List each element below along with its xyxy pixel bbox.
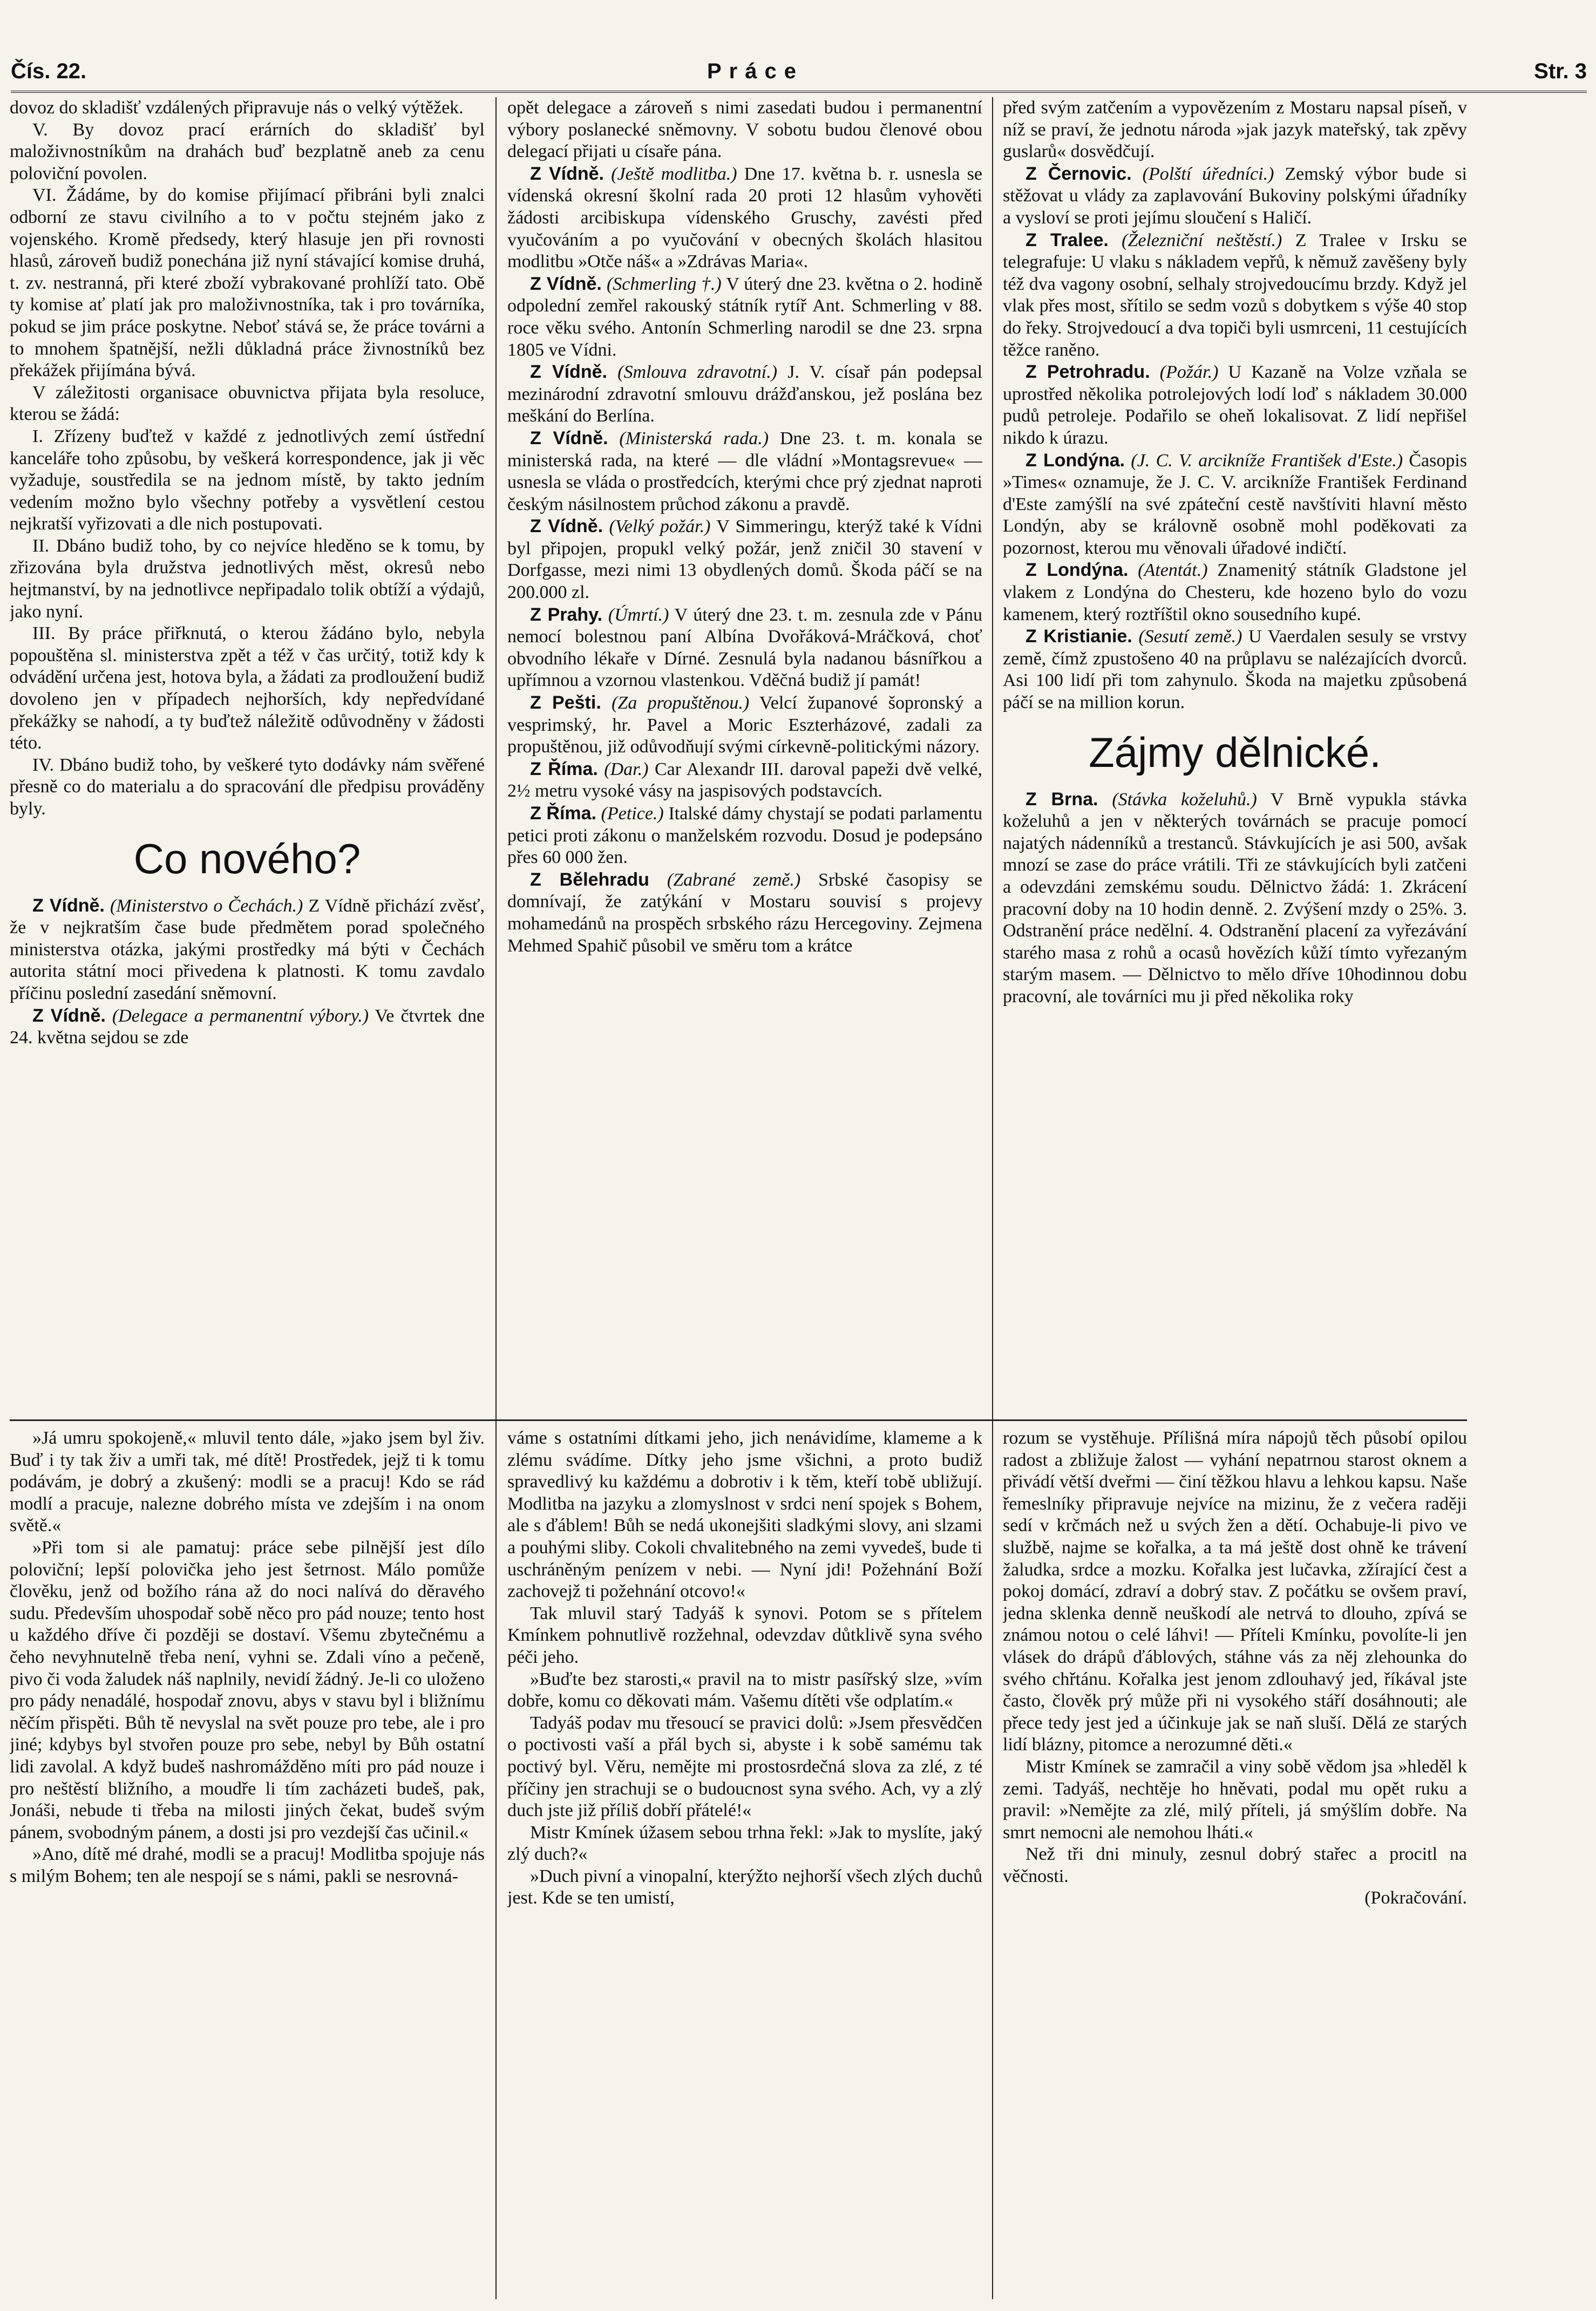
news-text: Dne 17. května b. r. usnesla se vídenská okresní školní rada 20 proti 12 hlasům vyhověti žádosti arcibiskupa vídenského Gruschy, zavésti před vyučováním a po vyučování v obecných školách hlasitou modlitbu »Otče náš« a »Zdrávas Maria«.	[507, 164, 982, 272]
paragraph: III. By práce přiřknutá, o kterou žádáno bylo, nebyla popouštěna sl. ministerstva zpět a též v čas určitý, totiž kdy k odvádění určena jest, hotova byla, a žádati za prodloužení budiž dovoleno jen v případech nejhorších, kdy nepředvídané překážky se nahodí, a ty buďtež náležitě odůvodněny v žádosti této.	[10, 623, 485, 753]
news-title: (J. C. V. arcikníže František d'Este.)	[1131, 450, 1403, 471]
story-column-3	[1003, 1428, 1467, 2291]
news-place: Z Vídně.	[32, 895, 105, 916]
news-item	[507, 163, 982, 273]
feuilleton-rule	[10, 1419, 1467, 1421]
story-paragraph: Tadyáš podav mu třesoucí se pravici dolů: »Jsem přesvědčen o poctivosti vaší a přál bych si, abyste i k sobě samému tak poctivý byl. Věru, nemějte mi prostosrdečná slova za zlé, z té příčiny jen strachuji se o budoucnost syna svého. Ach, vy a zlý duch jste již příliš dobří přátelé!«	[507, 1712, 982, 1821]
section-heading-news: Co nového?	[133, 834, 361, 882]
news-text: Z Tralee v Irsku se telegrafuje: U vlaku s nákladem vepřů, k němuž zavěšeny byly též dva vagony osobní, selhaly strojvedoucímu brzdy. Když jel vlak přes most, sřítilo se sedm vozů s dobytkem s výše 40 stop do řeky. Strojvedoucí a dva topiči byli usmrceni, 11 cestujících těžce raněno.	[1003, 230, 1467, 360]
paragraph: IV. Dbáno budiž toho, by veškeré tyto dodávky nám svěřené přesně co do materialu a do spracování dle předpisu prováděny byly.	[10, 755, 485, 819]
labor-news-list	[1003, 789, 1467, 1008]
paragraph: dovoz do skladišť vzdálených připravuje nás o velký výtěžek.	[10, 98, 464, 118]
story-paragraph: rozum se vystěhuje. Přílišná míra nápojů těch působí opilou radost a zbližuje žalost — vyhání nepatrnou starost oknem a přivádí větší dveřmi — činí těžkou hlavu a lehkou kapsu. Naše řemeslníky připravuje nejvíce na mizinu, že z večera raději sedí v krčmách než u svých žen a dětí. Ochabuje-li pivo ve službě, najme se kořalka, a ta má ještě dost ohně ke trávení žaludka, srdce a mozku. Kořalka jest lučavka, zžírající čest a pokoj domácí, zdraví a dobrý stav. Z počátku se ovšem praví, jedna sklenka denně neuškodí ale netrvá to dlouho, zpívá se známou notou o celé láhvi! — Příteli Kmínku, povolíte-li jen vlásek do drápů ďáblových, stáhne vás za něj zlehounka do svého chřtánu. Kořalka jest jenom zdlouhavý jed, říkával jste často, člověk prý může při ni vysokého stáří dosáhnouti; ale přece tedy jest jed a účinkuje jak se naň sluší. Dělá ze starých lidí blázny, pitomce a nerozumné děti.«	[1003, 1428, 1467, 1755]
news-title: (Zabrané země.)	[667, 869, 801, 890]
news-item	[507, 97, 982, 163]
news-title: (Schmerling †.)	[606, 274, 722, 294]
news-list	[507, 97, 982, 957]
news-place: Z Vídně.	[530, 163, 604, 184]
news-item	[507, 604, 982, 692]
news-text: Velcí županové šopronský a vesprimský, hr. Pavel a Moric Eszterházové, zadali za propuštěnou, již odůvodňují svými církevně-politickými názory.	[507, 693, 982, 757]
news-text: V Brně vypukla stávka koželuhů a jen v některých továrnách se pracuje pomocí najatých nádenníků a trestanců. Stávkujících je asi 500, avšak mnozí se zase do práce vrátili. Tři ze stávkujících byli zatčeni a odevzdáni zemskému soudu. Dělnictvo žádá: 1. Zkrácení pracovní doby na 10 hodin denně. 2. Zvýšení mzdy o 25%. 3. Odstranění práce nedělní. 4. Odstranění placení za vyřezávání starého masa z rohů a ocasů hovězích kůží tímto vyřezaným starým masem. — Dělnictvo to mělo dříve 10hodinnou dobu pracovní, ale továrníci mu ji před několika roky	[1003, 789, 1467, 1007]
news-place: Z Černovic.	[1025, 163, 1132, 184]
news-title: (Železniční neštěstí.)	[1122, 230, 1282, 250]
column-3-top	[1003, 97, 1467, 1414]
column-rule	[495, 97, 497, 2299]
news-title: (Stávka koželuhů.)	[1112, 789, 1257, 810]
news-item	[10, 895, 485, 1005]
news-item	[1003, 450, 1467, 560]
news-item	[507, 869, 982, 957]
news-title: (Ministerská rada.)	[619, 428, 769, 448]
paragraph: V. By dovoz prací erárních do skladišť byl maloživnostníkům na drahách buď bezplatně aneb za cenu poloviční povolen.	[10, 119, 485, 183]
story-paragraph: Mistr Kmínek úžasem sebou trhna řekl: »Jak to myslíte, jaký zlý duch?«	[507, 1822, 982, 1865]
story-paragraph: »Ano, dítě mé drahé, modli se a pracuj! Modlitba spojuje nás s milým Bohem; ten ale nespojí se s námi, pakli se nesrovná-	[10, 1844, 485, 1886]
news-item	[1003, 559, 1467, 626]
story-column-1	[10, 1428, 485, 2291]
news-text: U Vaerdalen sesuly se vrstvy země, čímž zpustošeno 40 na průplavu se nalézajících dvorců. Asi 100 lidí při tom zahynulo. Škoda na majetku způsobená páčí se na million korun.	[1003, 627, 1467, 713]
story-paragraph: Než tři dni minuly, zesnul dobrý stařec a procitl na věčnosti.	[1003, 1844, 1467, 1886]
news-text: U Kazaně na Volze vzňala se uprostřed několika potrolejových lodí loď s nákladem 30.000 pudů petroleje. Podařilo se oheň lokalisovat. Z lidí nepřišel nikdo k úrazu.	[1003, 362, 1467, 448]
news-item	[507, 803, 982, 869]
story-paragraph: »Duch pivní a vinopalní, kterýžto nejhorší všech zlých duchů jest. Kde se ten umistí,	[507, 1866, 982, 1908]
news-text: J. V. císař pán podepsal mezinárodní zdravotní smlouvu drážďanskou, jež poslána bez meškání do Berlína.	[507, 362, 982, 426]
story-text	[10, 1428, 485, 1887]
column-1-top	[10, 97, 485, 1414]
column-rule	[992, 97, 993, 2299]
news-title: (Sesutí země.)	[1138, 627, 1242, 647]
news-place: Z Vídně.	[530, 427, 608, 448]
news-place: Z Tralee.	[1025, 229, 1109, 250]
news-text: Zemský výbor bude si stěžovat u vlády za zaplavování Bukoviny polskými úřadníky a vysloví se proti jejímu sloučení s Haličí.	[1003, 164, 1467, 228]
news-item	[1003, 789, 1467, 1008]
news-text: Dne 23. t. m. konala se ministerská rada, na které — dle vládní »Montagsrevue« — usnesla se vláda o prostředcích, kterými chce prý zjednat naproti českým násilnostem průchod zákonu a pravdě.	[507, 428, 982, 514]
page-header	[11, 49, 1587, 92]
section-heading-labor: Zájmy dělnické.	[1089, 728, 1381, 776]
continued-note: (Pokračování.	[1364, 1888, 1467, 1908]
news-title: (Petice.)	[601, 804, 664, 824]
news-item	[1003, 361, 1467, 449]
story-paragraph: »Já umru spokojeně,« mluvil tento dále, »jako jsem byl živ. Buď i ty tak živ a umři tak, mé dítě! Prostředek, jejž ti k tomu podávám, je dobrý a zkušený: modli se a pracuj! Kdo se rád modlí a pracuje, nalezne dobrého místa ve zdejším i na onom světě.«	[10, 1428, 485, 1536]
news-title: (Úmrtí.)	[608, 604, 669, 625]
news-place: Z Vídně.	[32, 1005, 106, 1026]
header-rule	[11, 91, 1587, 93]
news-item	[10, 1005, 485, 1049]
paragraph: II. Dbáno budiž toho, by co nejvíce hleděno se k tomu, by zřizována byla družstva jednotlivých měst, okresů nebo hejtmanství, by na jednotlivce nepřipadalo tolik obtíží a výdajů, jako nyní.	[10, 535, 485, 622]
news-item	[507, 692, 982, 758]
news-place: Z Bělehradu	[530, 869, 649, 890]
news-title: (Za propuštěnou.)	[612, 693, 750, 713]
story-paragraph: »Buďte bez starosti,« pravil na to mistr pasířský slze, »vím dobře, komu co děkovati mám. Vašemu dítěti vše odplatím.«	[507, 1669, 982, 1711]
news-item	[507, 427, 982, 515]
news-item	[507, 361, 982, 427]
news-place: Z Brna.	[1025, 789, 1098, 810]
news-title: (Ještě modlitba.)	[611, 164, 737, 184]
news-text: Car Alexandr III. daroval papeži dvě velké, 2½ metru vysoké vásy na jaspisových podstavcích.	[507, 759, 982, 801]
news-place: Z Prahy.	[530, 604, 603, 625]
story-paragraph: váme s ostatními dítkami jeho, jich nenávidíme, klameme a k zlému svádíme. Dítky jeho jsme všichni, a proto budiž spravedlivý ku každému a dobrotiv i k těm, kteří tobě ubližují. Modlitba na jazyku a zlomyslnost v srdci není spojek s Bohem, ale s ďáblem! Bůh se nedá ukonejšiti sladkými slovy, ani slzami a pouhými sliby. Cokoli chvalitebného na zemi vyvedeš, bude ti uschráněným penízem v nebi. — Nyní jdi! Požehnání Boží zachovejž ti požehnání otcovo!«	[507, 1428, 982, 1602]
paragraph: V záležitosti organisace obuvnictva přijata byla resoluce, kterou se žádá:	[10, 382, 485, 425]
news-item	[1003, 626, 1467, 713]
news-list	[10, 895, 485, 1049]
column-2-top	[507, 97, 982, 1414]
news-place: Z Pešti.	[530, 692, 601, 713]
news-item	[507, 515, 982, 603]
news-list	[1003, 97, 1467, 714]
news-text: opět delegace a zároveň s nimi zasedati budou i permanentní výbory poslanecké sněmovny. V sobotu budou členové obou delegací přijati u císaře pána.	[507, 98, 982, 162]
story-paragraph: Tak mluvil starý Tadyáš k synovi. Potom se s přítelem Kmínkem pohnutlivě rozžehnal, odevzdav důtklivě syna svého péči jeho.	[507, 1603, 982, 1667]
news-place: Z Londýna.	[1025, 560, 1129, 581]
news-text: před svým zatčením a vypovězením z Mostaru napsal píseň, v níž se praví, že jednotu národa »jak jazyk mateřský, tak zpěvy guslarů« dosvědčují.	[1003, 98, 1467, 162]
news-item	[1003, 229, 1467, 362]
newspaper-title: Práce	[707, 59, 804, 83]
news-title: (Delegace a permanentní výbory.)	[112, 1005, 369, 1026]
news-place: Z Říma.	[530, 803, 596, 824]
paragraph: VI. Žádáme, by do komise přijímací přibráni byli znalci odborní ze stavu civilního a to v počtu stejném jako z vojenského. Kromě předsedy, který hlasuje jen při rovnosti hlasů, zároveň budiž ponechána již nyní stávající komise druhá, t. zv. nestranná, při které zboží vybrakované prohlíží tato. Obě ty komise ať platí jak pro maloživnostníka, tak i pro továrníka, pokud se jim práce poskytne. Neboť stává se, že práce továrni a to mnohem špatnější, nežli důkladná práce živnostníků bez překážek přijímána bývá.	[10, 185, 485, 381]
news-place: Z Vídně.	[530, 516, 603, 537]
news-place: Z Vídně.	[530, 362, 607, 383]
paragraph: I. Zřízeny buďtež v každé z jednotlivých zemí ústřední kanceláře toho způsobu, by veškerá korrespondence, jak ji věc vyžaduje, soustředila se na jednom místě, by takto jedním vedením možno bylo všechny potřeby a vysvětlení cestou nejkratší vyřizovati a dle nich postupovati.	[10, 426, 485, 534]
news-item	[507, 758, 982, 803]
news-place: Z Petrohradu.	[1025, 362, 1150, 383]
resolution-text	[10, 97, 485, 820]
story-text	[1003, 1428, 1467, 1887]
news-item	[1003, 97, 1467, 163]
story-paragraph: Mistr Kmínek se zamračil a viny sobě vědom jsa »hleděl k zemi. Tadyáš, nechtěje ho hněvati, podal mu opět ruku a pravil: »Nemějte za zlé, milý příteli, já smýšlím dobře. Na smrt nemocni ale nemohou lháti.«	[1003, 1756, 1467, 1843]
news-text: V úterý dne 23. t. m. zesnula zde v Pánu nemocí bolestnou paní Albína Dvořáková-Mráčková, choť obvodního lékaře v Dírné. Zesnulá byla nadanou básnířkou a upřímnou a vzornou vlastenkou. Vděčná budiž jí památ!	[507, 604, 982, 691]
news-title: (Ministerstvo o Čechách.)	[110, 895, 303, 916]
news-text: Italské dámy chystají se podati parlamentu petici proti zákonu o manželském rozvodu. Dosud je podepsáno přes 60 000 žen.	[507, 804, 982, 868]
story-text	[507, 1428, 982, 1909]
news-text: V úterý dne 23. května o 2. hodině odpolední zemřel rakouský státník rytíř Ant. Schmerling v 88. roce věku svého. Antonín Schmerling narodil se dne 23. srpna 1805 ve Vídni.	[507, 274, 982, 360]
news-text: Znamenitý státník Gladstone jel vlakem z Londýna do Chesteru, kde hozeno bylo do vozu kamenem, který roztříštil okno sousedního kupé.	[1003, 560, 1467, 624]
news-item	[507, 273, 982, 361]
news-place: Z Londýna.	[1025, 450, 1125, 471]
news-item	[1003, 163, 1467, 229]
news-text: Srbské časopisy se domnívají, že zatýkání v Mostaru souvisí s projevy mohamedánů na prospěch srbského rázu Hercegoviny. Zejmena Mehmed Spahič působil ve směru tom a krátce	[507, 869, 982, 956]
story-paragraph: »Při tom si ale pamatuj: práce sebe pilnější jest dílo poloviční; lepší polovička jeho jest šetrnost. Málo pomůže člověku, jenž od božího rána až do noci nalívá do děravého sudu. Především uhospodař sobě něco pro pád nouze; tento host u každého dříve či později se dostaví. Všemu zbytečnému a čeho nevyhnutelně třeba není, vyhni se. Zdali víno a pečeně, pivo či voda žaludek náš naplnily, nevidí žádný. Je-li co uloženo pro pády nenadálé, hospodař znovu, abys v stavu byl i bližnímu něčím přispěti. Bůh tě nevyslal na svět pouze pro tebe, ale i pro jiné; kdybys byl stvořen pouze pro sebe, nebyl by Bůh ostatní lidi zavolal. A když budeš nashromážděno míti pro pád nouze i pro neštěstí bližního, a moudře li tím zacházeti budeš, pak, Jonáši, nebude ti třeba na milosti jiných čekat, budeš svým pánem, svobodným pánem, a dosti jsi pro vezdejší čas učinil.«	[10, 1537, 485, 1843]
issue-number: Čís. 22.	[11, 59, 87, 83]
news-place: Z Kristianie.	[1025, 626, 1132, 647]
news-text: Z Vídně přichází zvěsť, že v nejkratším čase bude předmětem porad společného ministerstva otázka, jakými prostředky má býti v Čechách autorita státní moci přivedena k platnosti. K tomu zavdalo příčinu poslední zasedání sněmovní.	[10, 895, 485, 1003]
news-title: (Atentát.)	[1138, 560, 1208, 581]
news-place: Z Vídně.	[530, 273, 602, 294]
news-text: V Simmeringu, kterýž také k Vídni byl připojen, propukl velký požár, jenž zničil 30 stavení v Dorfgasse, mezi nimi 13 obydlených domů. Škoda páčí se na 200.000 zl.	[507, 516, 982, 603]
news-text: Časopis »Times« oznamuje, že J. C. V. arcikníže František Ferdinand d'Este zamýšlí na své zpáteční cestě navštíviti hlavní město Londýn, aby se královně osobně mohl poděkovati za pozornost, kterou mu věnovali úřadové indičtí.	[1003, 450, 1467, 558]
news-title: (Smlouva zdravotní.)	[617, 362, 778, 383]
story-column-2	[507, 1428, 982, 2291]
news-title: (Požár.)	[1159, 362, 1219, 383]
page-number: Str. 3	[1534, 59, 1587, 83]
news-title: (Velký požár.)	[609, 516, 711, 537]
news-title: (Dar.)	[604, 759, 649, 779]
news-place: Z Říma.	[530, 758, 598, 779]
news-text: Ve čtvrtek dne 24. května sejdou se zde	[10, 1005, 485, 1048]
news-title: (Polští úředníci.)	[1142, 164, 1274, 184]
